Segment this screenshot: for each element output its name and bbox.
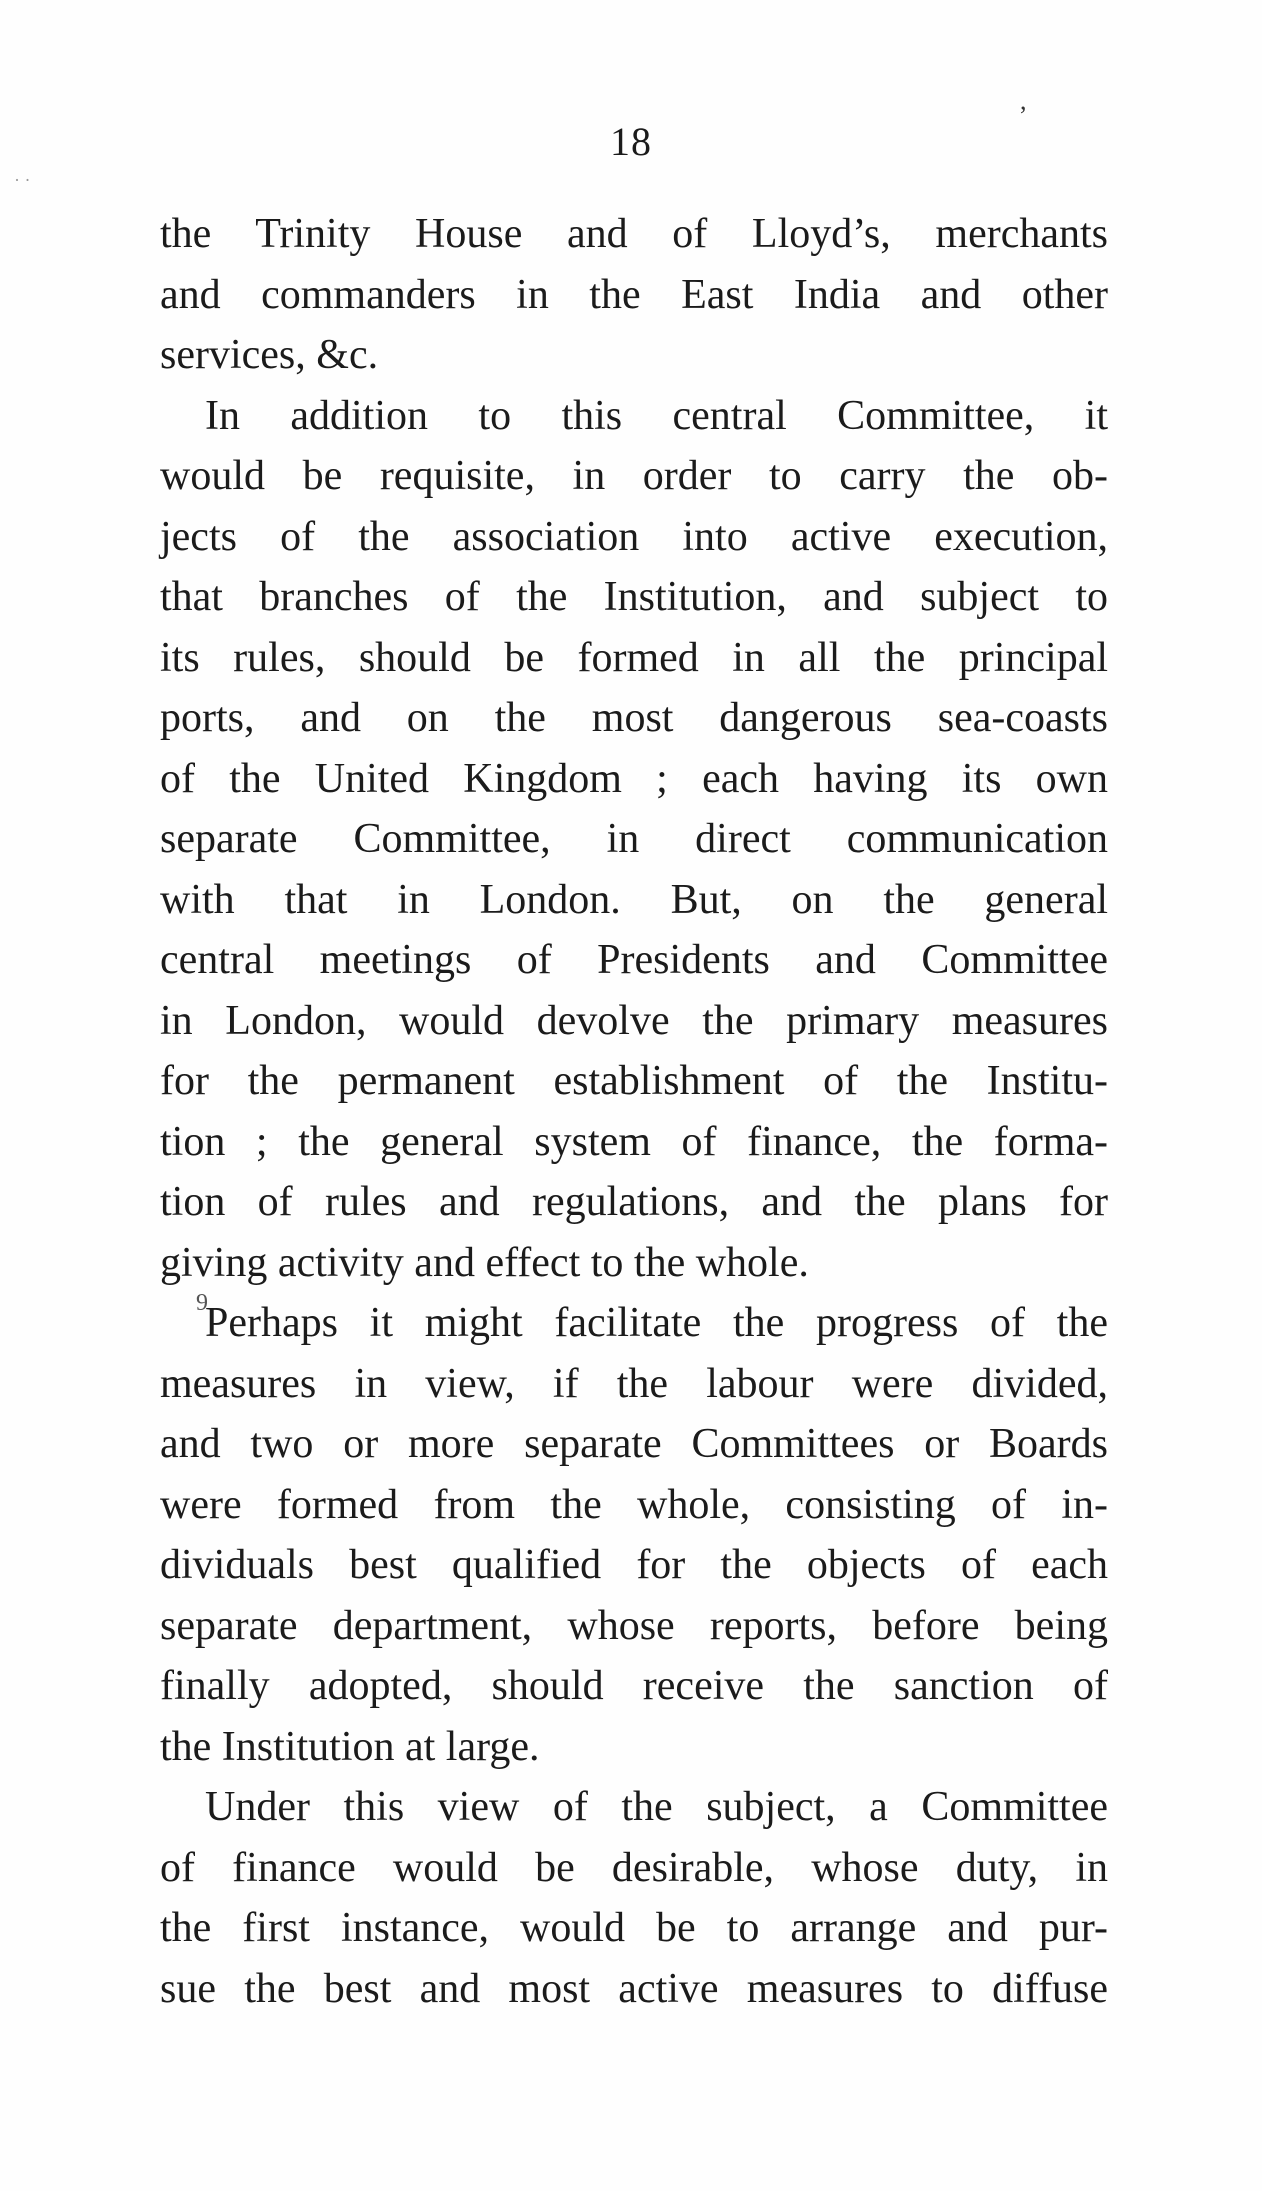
text-line: central meetings of Presidents and Committee [160,937,1108,983]
text-line: and two or more separate Committees or Boards [160,1421,1108,1467]
text-line: the first instance, would be to arrange and pur- [160,1905,1108,1951]
paragraph-start-line: In addition to this central Committee, it [205,392,1108,439]
text-line: with that in London. But, on the general [160,876,1108,923]
text-line: the Trinity House and of Lloyd’s, merchants [160,211,1108,257]
text-line: separate department, whose reports, before being [160,1602,1108,1649]
text-line: separate Committee, in direct communication [160,816,1108,862]
text-line: sue the best and most active measures to diffuse [160,1965,1108,2012]
text-line: its rules, should be formed in all the principal [160,634,1108,681]
scan-speck: 9 [196,1290,208,1316]
page-number: 18 [610,119,652,164]
text-line: tion ; the general system of finance, the forma- [160,1118,1108,1165]
text-line: measures in view, if the labour were divided, [160,1360,1108,1407]
text-line: of the United Kingdom ; each having its own [160,755,1108,802]
scan-speck: · · [14,170,31,190]
text-line: for the permanent establishment of the Institu- [160,1058,1108,1104]
text-line: finally adopted, should receive the sanction of [160,1663,1108,1709]
paragraph-start-line: Perhaps it might facilitate the progress of the [205,1300,1108,1346]
text-line: that branches of the Institution, and subject to [160,574,1108,620]
text-line: ports, and on the most dangerous sea-coasts [160,695,1108,741]
text-line: would be requisite, in order to carry the ob- [160,453,1108,499]
text-line: in London, would devolve the primary measures [160,997,1108,1044]
text-line: dividuals best qualified for the objects of each [160,1542,1108,1588]
text-line: of finance would be desirable, whose duty, in [160,1844,1108,1891]
body-text [160,204,1108,2019]
text-line: and commanders in the East India and other [160,271,1108,318]
text-line: giving activity and effect to the whole. [160,1239,809,1286]
text-line: tion of rules and regulations, and the plans for [160,1179,1108,1225]
text-line: jects of the association into active execution, [160,513,1108,560]
text-line: the Institution at large. [160,1723,540,1770]
paragraph-start-line: Under this view of the subject, a Committee [205,1784,1108,1830]
scan-speck: , [1020,86,1027,115]
text-line: were formed from the whole, consisting of in- [160,1481,1108,1528]
text-line: services, &c. [160,332,379,378]
